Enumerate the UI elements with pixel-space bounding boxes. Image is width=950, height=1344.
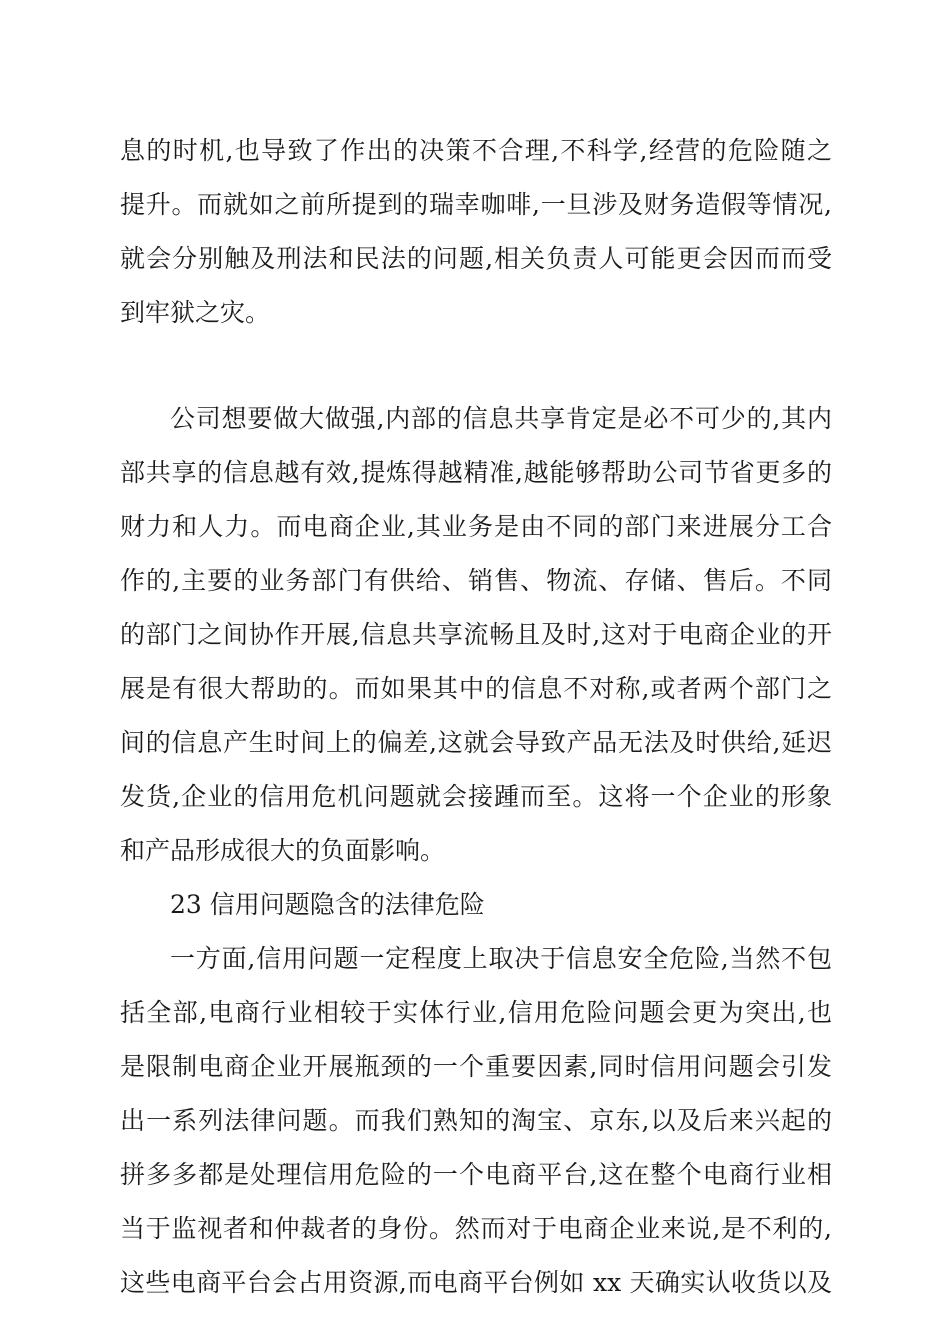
paragraph-2-line-5: 的部门之间协作开展,信息共享流畅且及时,这对于电商企业的开	[120, 620, 832, 649]
section-heading: 23 信用问题隐含的法律危险	[170, 890, 485, 919]
paragraph-3-line-7: 这些电商平台会占用资源,而电商平台例如 xx 天确实认收货以及	[120, 1268, 832, 1297]
paragraph-2-line-7: 间的信息产生时间上的偏差,这就会导致产品无法及时供给,延迟	[120, 728, 832, 757]
paragraph-2-line-3: 财力和人力。而电商企业,其业务是由不同的部门来进展分工合	[120, 512, 832, 541]
paragraph-2-line-2: 部共享的信息越有效,提炼得越精准,越能够帮助公司节省更多的	[120, 458, 832, 487]
paragraph-3-line-4: 出一系列法律问题。而我们熟知的淘宝、京东,以及后来兴起的	[120, 1106, 832, 1135]
paragraph-3-line-1: 一方面,信用问题一定程度上取决于信息安全危险,当然不包	[170, 944, 832, 973]
paragraph-1-line-1: 息的时机,也导致了作出的决策不合理,不科学,经营的危险随之	[120, 136, 832, 165]
paragraph-3-line-2: 括全部,电商行业相较于实体行业,信用危险问题会更为突出,也	[120, 998, 832, 1027]
paragraph-3-line-3: 是限制电商企业开展瓶颈的一个重要因素,同时信用问题会引发	[120, 1052, 832, 1081]
paragraph-1-line-2: 提升。而就如之前所提到的瑞幸咖啡,一旦涉及财务造假等情况,	[120, 190, 832, 219]
paragraph-3-line-5: 拼多多都是处理信用危险的一个电商平台,这在整个电商行业相	[120, 1160, 832, 1189]
paragraph-1-line-3: 就会分别触及刑法和民法的问题,相关负责人可能更会因而而受	[120, 244, 832, 273]
paragraph-2-line-9: 和产品形成很大的负面影响。	[120, 836, 446, 865]
paragraph-3-line-6: 当于监视者和仲裁者的身份。然而对于电商企业来说,是不利的,	[120, 1214, 832, 1243]
paragraph-2-line-6: 展是有很大帮助的。而如果其中的信息不对称,或者两个部门之	[120, 674, 832, 703]
paragraph-2-line-4: 作的,主要的业务部门有供给、销售、物流、存储、售后。不同	[120, 566, 832, 595]
paragraph-2-line-1: 公司想要做大做强,内部的信息共享肯定是必不可少的,其内	[170, 404, 832, 433]
paragraph-1-line-4: 到牢狱之灾。	[120, 298, 271, 327]
paragraph-2-line-8: 发货,企业的信用危机问题就会接踵而至。这将一个企业的形象	[120, 782, 832, 811]
